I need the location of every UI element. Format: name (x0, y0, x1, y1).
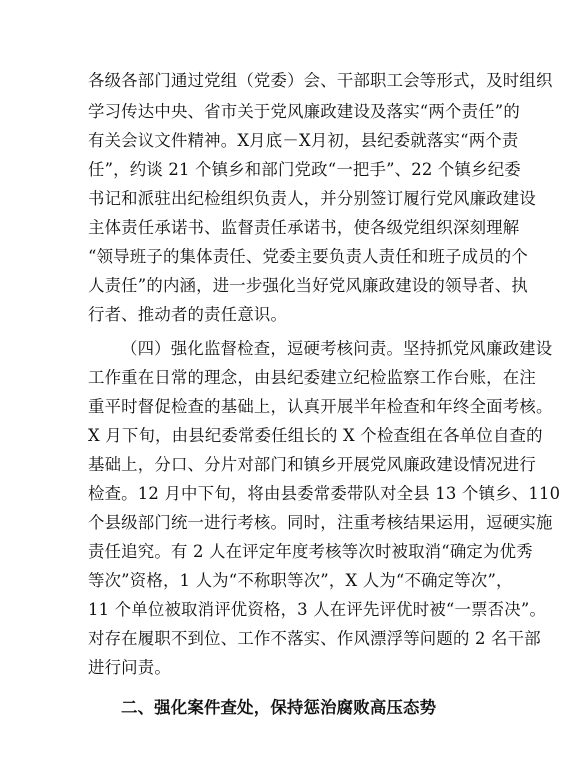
section-four-first-line: （四）强化监督检查，逗硬考核问责。坚持抓党风廉政建设 (121, 339, 553, 358)
paragraph-line: 进行问责。 (88, 658, 171, 677)
paragraph-line: 有关会议文件精神。X月底－X月初，县纪委就落实“两个责 (88, 131, 519, 150)
paragraph-line: 个县级部门统一进行考核。同时，注重考核结果运用，逗硬实施 (88, 513, 553, 532)
section-heading: 二、强化案件查处，保持惩治腐败高压态势 (121, 698, 437, 717)
paragraph-line: 主体责任承诺书、监督责任承诺书，使各级党组织深刻理解 (88, 218, 520, 237)
paragraph-line: 基础上，分口、分片对部门和镇乡开展党风廉政建设情况进行 (88, 455, 536, 474)
paragraph-line: 工作重在日常的理念，由县纪委建立纪检监察工作台账，在注 (88, 368, 536, 387)
paragraph-line: 行者、推动者的责任意识。 (88, 305, 288, 324)
paragraph-line: 人责任”的内涵，进一步强化当好党风廉政建设的领导者、执 (88, 276, 528, 295)
paragraph-line: 对存在履职不到位、工作不落实、作风漂浮等问题的 2 名干部 (88, 629, 541, 648)
paragraph-line: 11 个单位被取消评优资格，3 人在评先评优时被“一票否决”。 (88, 600, 547, 619)
paragraph-line: 重平时督促检查的基础上，认真开展半年检查和年终全面考核。 (88, 397, 553, 416)
paragraph-line: 任”，约谈 21 个镇乡和部门党政“一把手”、22 个镇乡纪委 (88, 160, 521, 179)
paragraph-line: 各级各部门通过党组（党委）会、干部职工会等形式，及时组织 (88, 71, 553, 90)
paragraph-line: 等次”资格，1 人为“不称职等次”，X 人为“不确定等次”， (88, 571, 513, 590)
paragraph-line: 学习传达中央、省市关于党风廉政建设及落实“两个责任”的 (88, 102, 520, 121)
paragraph-line: X 月下旬，由县纪委常委任组长的 X 个检查组在各单位自查的 (88, 426, 543, 445)
paragraph-line: 责任追究。有 2 人在评定年度考核等次时被取消“确定为优秀 (88, 542, 533, 561)
paragraph-line: 书记和派驻出纪检组织负责人，并分别签订履行党风廉政建设 (88, 189, 536, 208)
paragraph-line: “领导班子的集体责任、党委主要负责人责任和班子成员的个 (88, 247, 528, 266)
paragraph-line: 检查。12 月中下旬，将由县委常委带队对全县 13 个镇乡、110 (88, 484, 561, 503)
